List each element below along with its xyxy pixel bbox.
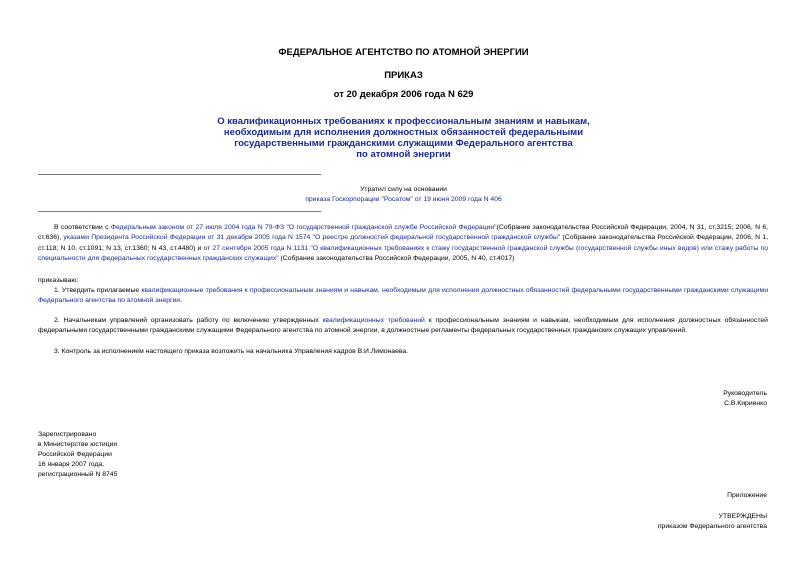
item-text: 1. Утвердить прилагаемые: [54, 287, 142, 294]
item-3-paragraph: 3. Контроль за исполнением настоящего приказа возложить на начальника Управления кадров В.И.Лимонаева.: [54, 348, 409, 355]
appendix-approval: [658, 512, 767, 532]
subject-line: по атомной энергии: [356, 149, 451, 160]
order-word: приказываю:: [38, 277, 79, 284]
approved-label: УТВЕРЖДЕНЫ: [718, 513, 767, 520]
signature-block: [723, 389, 767, 409]
agency-title: ФЕДЕРАЛЬНОЕ АГЕНТСТВО ПО АТОМНОЙ ЭНЕРГИИ: [278, 47, 529, 58]
subject-line: необходимым для исполнения должностных обязанностей федеральными: [223, 127, 584, 138]
item-2-paragraph: [38, 316, 768, 337]
document-date-number: от 20 декабря 2006 года N 629: [333, 89, 474, 100]
requirements-link[interactable]: квалификационных требований: [322, 317, 425, 324]
qualification-requirements-link[interactable]: квалификационные требования к профессиональным знаниям и навыкам, необходимым для исполнения должностных обязанностей федеральными государственными гражданскими служащими Федерального агентства по атомной энергии: [38, 287, 768, 305]
preamble-text: (Собрание законодательства Российской Федерации, 2005, N 40, ст.4017): [278, 254, 515, 262]
status-line: Утратил силу на основании: [360, 186, 447, 193]
preamble-paragraph: [38, 223, 768, 264]
presidential-decree-link[interactable]: указами Президента Российской Федерации от 31 декабря 2005 года N 1574 "О реестре должностей федеральной государственной гражданской службы": [63, 234, 561, 242]
status-note: [0, 185, 807, 205]
subject-line: О квалификационных требованиях к профессиональным знаниям и навыкам,: [217, 116, 590, 127]
divider-top: [38, 174, 321, 175]
status-repeal-link[interactable]: приказа Госкорпорации "Росатом" от 19 июня 2009 года N 406: [305, 196, 502, 203]
registration-block: [38, 430, 117, 480]
federal-law-link[interactable]: Федеральным законом от 27 июля 2004 года N 79-ФЗ "О государственной гражданской службе Российской Федерации": [110, 224, 497, 231]
preamble-text: (Собрание законодательства Российской Федерации, 2004, N 31, ст.3215; 2006, N 6, ст.636),: [38, 224, 769, 242]
subject-line: государственными гражданскими служащими Федерального агентства: [234, 138, 573, 149]
preamble-text: (Собрание законодательства Российской Федерации, 2006, N 1, ст.118; N 10, ст.1091; N 13, ст.1360; N 43, ст.4480) и: [38, 234, 768, 252]
decree-1131-link[interactable]: от 27 сентября 2005 года N 1131 "О квалификационных требованиях к стажу государственной гражданской службы (государственной службы иных видов) или стажу работы по специальности для федеральных государственных гражданских служащих": [38, 244, 768, 262]
registration-line: регистрационный N 8745: [38, 471, 118, 478]
registration-line: 16 января 2007 года,: [38, 461, 105, 468]
divider-bottom: [38, 211, 321, 212]
document-subject-link[interactable]: [0, 116, 807, 160]
preamble-text: В соответствии с: [54, 224, 111, 231]
item-text: 2. Начальникам управлений организовать работу по включению утвержденных: [54, 317, 323, 324]
document-type: ПРИКАЗ: [384, 70, 423, 81]
item-text: .: [180, 297, 182, 305]
registration-line: в Министерстве юстиции: [38, 441, 118, 448]
appendix-label: Приложение: [727, 492, 767, 499]
signature-name: С.В.Кириенко: [724, 400, 767, 407]
registration-line: Российской Федерации: [38, 451, 112, 458]
item-1-paragraph: [38, 286, 768, 307]
registration-line: Зарегистрировано: [38, 431, 97, 438]
item-text: к профессиональным знаниям и навыкам, необходимым для исполнения должностных обязанностей федеральными государственными гражданскими служащими Федерального агентства по атомной энергии, в должностные регламенты федеральных государственных гражданских служащих управлений.: [38, 317, 768, 335]
signature-title: Руководитель: [723, 390, 767, 397]
approved-by-order: приказом Федерального агентства: [657, 523, 767, 530]
